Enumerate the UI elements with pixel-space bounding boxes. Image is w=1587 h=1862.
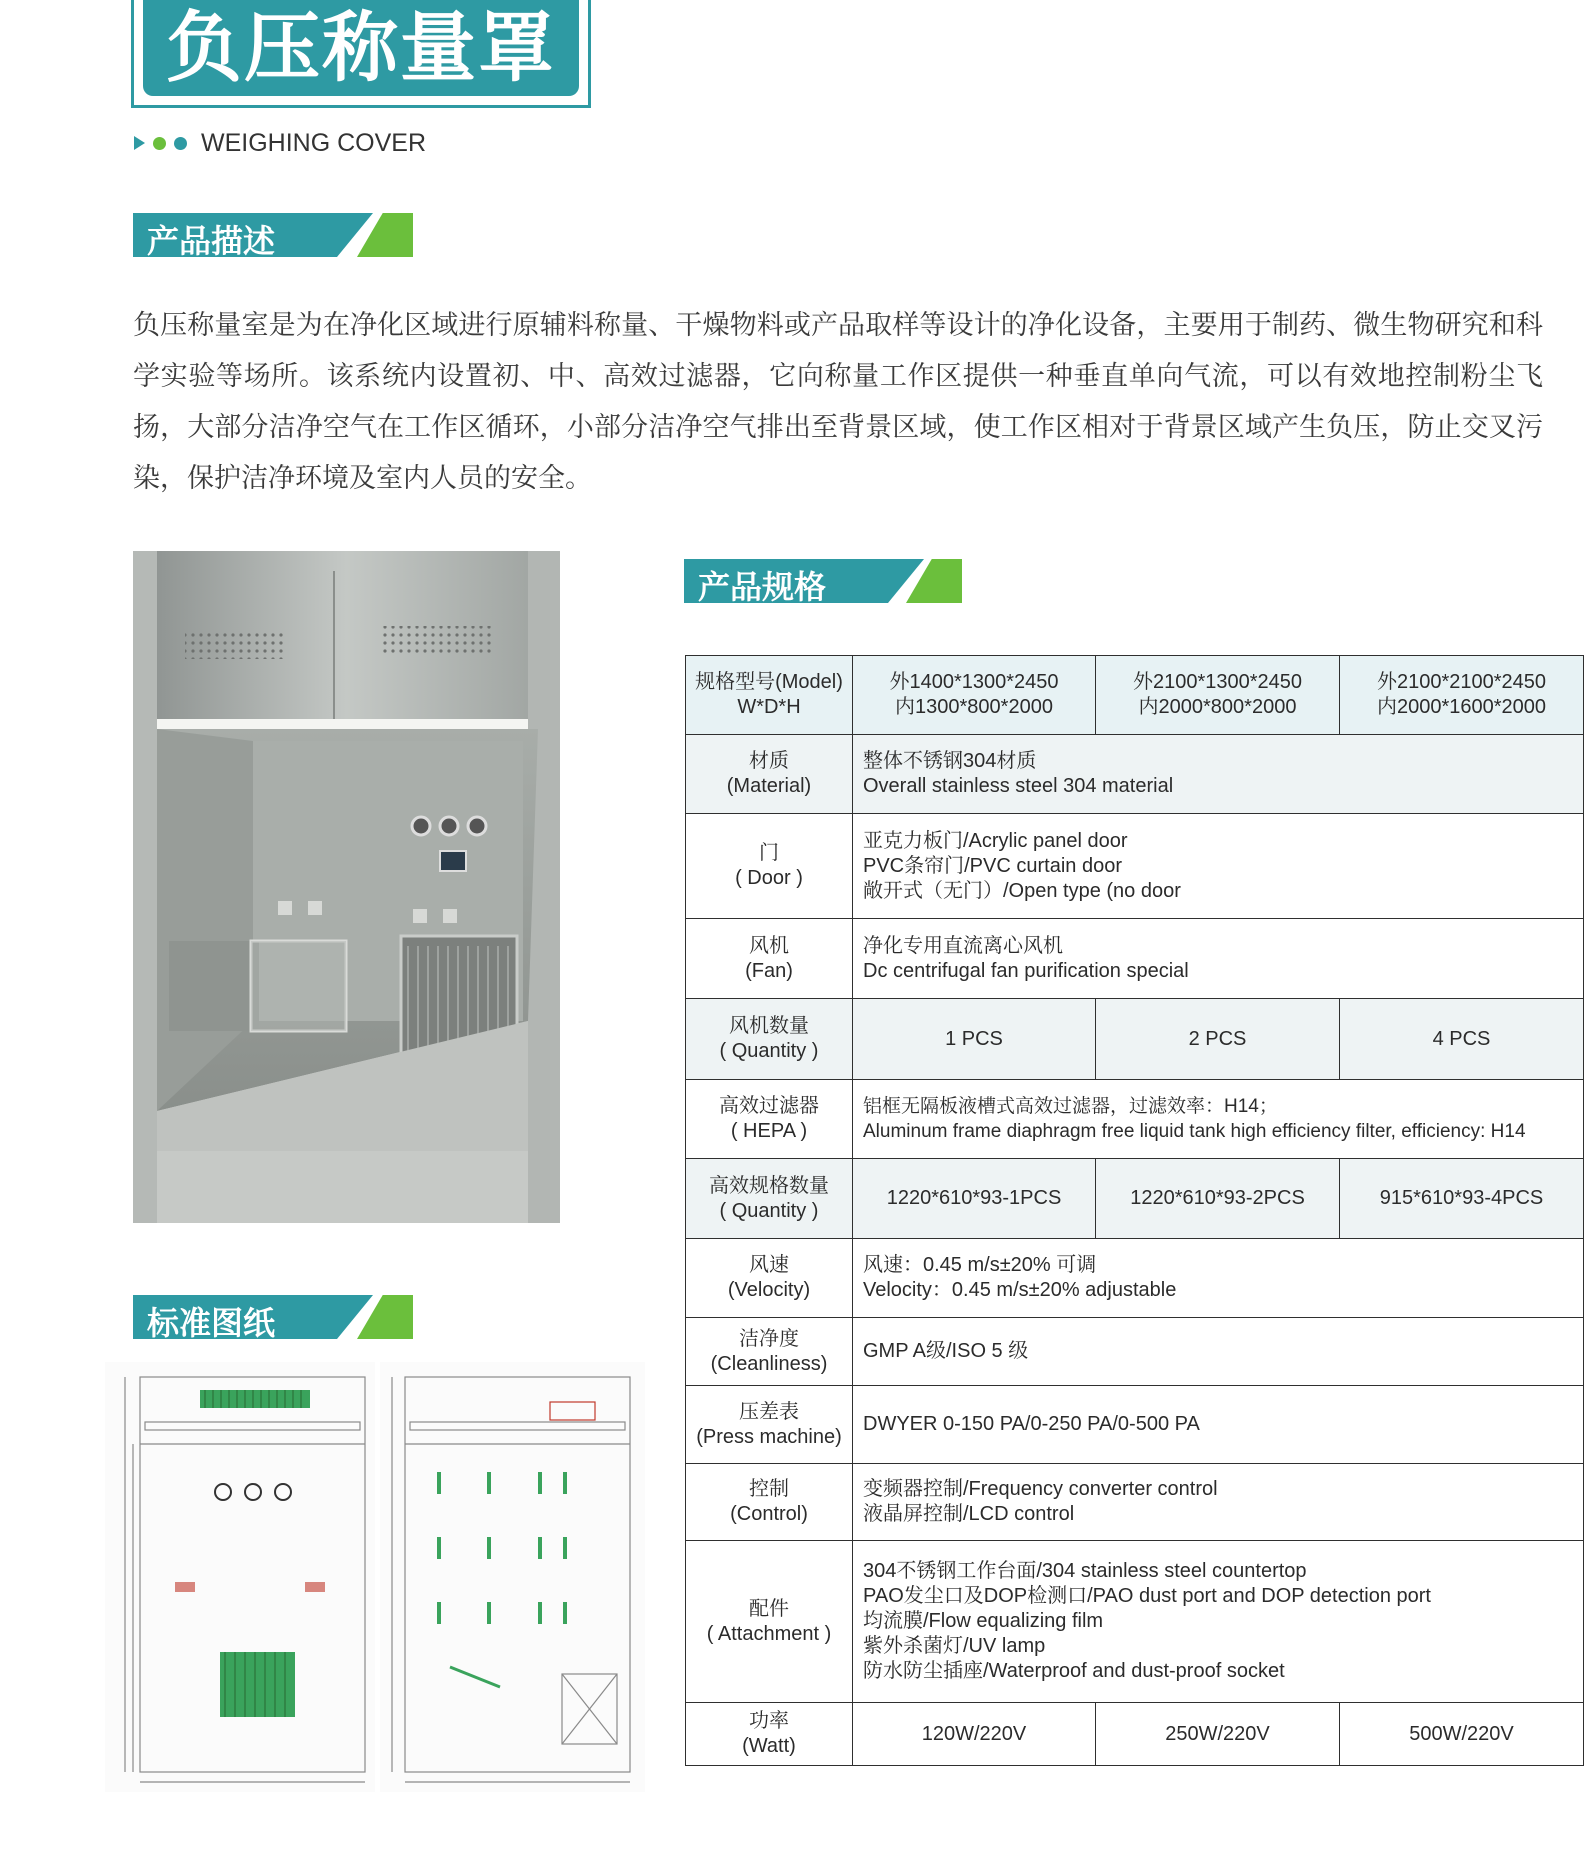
row-label-en: ( HEPA ) <box>730 1120 808 1142</box>
row-label <box>686 735 853 814</box>
row-label <box>686 1386 853 1464</box>
section-title-specs: 产品规格 <box>698 568 827 606</box>
row-label-en: (Velocity) <box>727 1279 811 1301</box>
model-cell-2 <box>1096 656 1340 735</box>
table-row-power <box>686 1703 1584 1766</box>
triangle-bullet-icon <box>134 136 145 150</box>
row-value <box>853 1464 1584 1541</box>
outer-size: 外2100*1300*2450 <box>1132 671 1303 693</box>
row-label-cn: 功率 <box>749 1710 789 1732</box>
row-label-en: ( Door ) <box>735 867 803 889</box>
hepa-qty-cell: 1220*610*93-2PCS <box>1096 1159 1340 1239</box>
row-label-en: ( Quantity ) <box>719 1199 819 1222</box>
teal-dot-icon <box>174 137 187 150</box>
title-banner-fill <box>143 0 579 96</box>
drawing-front-view <box>105 1362 375 1792</box>
outer-size: 外2100*2100*2450 <box>1376 671 1547 693</box>
row-label-en: (Material) <box>726 775 812 797</box>
row-label-en: W*D*H <box>737 696 801 718</box>
row-label-en: (Watt) <box>742 1735 796 1757</box>
row-label-en: (Fan) <box>745 959 793 982</box>
row-label-cn: 门 <box>759 842 779 864</box>
table-row-hepa-quantity <box>686 1159 1584 1239</box>
drawing-side-view <box>380 1362 645 1792</box>
fan-qty-cell: 2 PCS <box>1096 999 1340 1080</box>
section-title-drawings: 标准图纸 <box>147 1304 276 1342</box>
page-title: 负压称量罩 <box>166 3 556 92</box>
power-cell: 120W/220V <box>853 1703 1096 1766</box>
row-label-en: ( Quantity ) <box>719 1040 819 1062</box>
value-line: PAO发尘口及DOP检测口/PAO dust port and DOP detection port <box>863 1585 1431 1607</box>
table-row-gauge <box>686 1386 1584 1464</box>
value-line: 液晶屏控制/LCD control <box>863 1503 1075 1525</box>
row-label-en: (Press machine) <box>696 1425 842 1448</box>
model-cell-1 <box>853 656 1096 735</box>
row-label-en: (Control) <box>730 1503 808 1525</box>
row-value <box>853 919 1584 999</box>
inner-size: 内1300*800*2000 <box>895 696 1053 718</box>
row-label-en: (Cleanliness) <box>710 1352 828 1375</box>
row-value <box>853 1541 1584 1703</box>
value-line: 铝框无隔板液槽式高效过滤器，过滤效率：H14； <box>863 1096 1278 1117</box>
product-photo <box>133 551 560 1223</box>
row-label <box>686 1541 853 1703</box>
power-cell: 500W/220V <box>1340 1703 1584 1766</box>
hepa-qty-cell: 915*610*93-4PCS <box>1340 1159 1584 1239</box>
row-value <box>853 735 1584 814</box>
value-line: 亚克力板门/Acrylic panel door <box>863 829 1128 852</box>
row-label-cn: 控制 <box>749 1478 789 1500</box>
value-line: 整体不锈钢304材质 <box>863 750 1037 772</box>
table-row-cleanliness <box>686 1318 1584 1386</box>
table-row-material <box>686 735 1584 814</box>
row-label-cn: 风速 <box>749 1254 789 1276</box>
table-row-hepa <box>686 1080 1584 1159</box>
row-label <box>686 999 853 1080</box>
row-label <box>686 1159 853 1239</box>
row-value: DWYER 0-150 PA/0-250 PA/0-500 PA <box>853 1386 1584 1464</box>
model-cell-3 <box>1340 656 1584 735</box>
inner-size: 内2000*1600*2000 <box>1376 696 1547 718</box>
row-value <box>853 1239 1584 1318</box>
page-subtitle: WEIGHING COVER <box>201 128 427 157</box>
description-text: 负压称量室是为在净化区域进行原辅料称量、干燥物料或产品取样等设计的净化设备，主要用于制药、微生物研究和科学实验等场所。该系统内设置初、中、高效过滤器，它向称量工作区提供一种垂直单向气流，可以有效地控制粉尘飞扬，大部分洁净空气在工作区循环，小部分洁净空气排出至背景区域，使工作区相对于背景区域产生负压，防止交叉污染，保护洁净环境及室内人员的安全。 <box>133 310 1543 494</box>
value-line: 风速：0.45 m/s±20% 可调 <box>863 1254 1097 1276</box>
row-label-cn: 材质 <box>749 750 789 772</box>
weighing-booth-illustration <box>133 551 560 1223</box>
value-line: Dc centrifugal fan purification special <box>863 959 1189 982</box>
value-line: 防水防尘插座/Waterproof and dust-proof socket <box>863 1660 1285 1682</box>
row-label-cn: 高效规格数量 <box>709 1174 829 1197</box>
fan-qty-cell: 1 PCS <box>853 999 1096 1080</box>
value-line: Aluminum frame diaphragm free liquid tank high efficiency filter, efficiency: H14 <box>863 1121 1526 1142</box>
spec-table <box>685 655 1584 1766</box>
front-view-drawing <box>105 1362 375 1792</box>
row-label <box>686 1464 853 1541</box>
section-header-description <box>133 213 413 260</box>
green-dot-icon <box>153 137 166 150</box>
hepa-qty-cell: 1220*610*93-1PCS <box>853 1159 1096 1239</box>
title-banner <box>131 0 591 108</box>
row-label <box>686 1080 853 1159</box>
row-label-cn: 压差表 <box>739 1400 799 1423</box>
value-line: 304不锈钢工作台面/304 stainless steel countertop <box>863 1560 1307 1582</box>
value-line: 变频器控制/Frequency converter control <box>863 1478 1218 1500</box>
table-row-door <box>686 814 1584 919</box>
row-label <box>686 656 853 735</box>
table-row-model <box>686 656 1584 735</box>
value-line: PVC条帘门/PVC curtain door <box>863 854 1122 877</box>
row-label <box>686 1703 853 1766</box>
value-line: 敞开式（无门）/Open type (no door <box>863 879 1181 902</box>
row-label-cn: 风机数量 <box>729 1015 809 1037</box>
value-line: Velocity：0.45 m/s±20% adjustable <box>863 1279 1177 1301</box>
value-line: 均流膜/Flow equalizing film <box>863 1610 1104 1632</box>
value-line: 紫外杀菌灯/UV lamp <box>863 1635 1046 1657</box>
row-label-cn: 配件 <box>749 1597 789 1620</box>
row-label-cn: 高效过滤器 <box>719 1095 819 1117</box>
fan-qty-cell: 4 PCS <box>1340 999 1584 1080</box>
table-row-attachment <box>686 1541 1584 1703</box>
value-line: Overall stainless steel 304 material <box>863 775 1174 797</box>
power-cell: 250W/220V <box>1096 1703 1340 1766</box>
value-line: 净化专用直流离心风机 <box>863 934 1063 957</box>
section-header-drawings <box>133 1295 413 1342</box>
row-value <box>853 814 1584 919</box>
row-label-cn: 规格型号(Model) <box>695 671 843 693</box>
side-view-drawing <box>380 1362 645 1792</box>
table-row-fan-quantity <box>686 999 1584 1080</box>
row-label <box>686 814 853 919</box>
row-value: GMP A级/ISO 5 级 <box>853 1318 1584 1386</box>
row-value <box>853 1080 1584 1159</box>
outer-size: 外1400*1300*2450 <box>889 671 1059 693</box>
row-label-cn: 洁净度 <box>739 1327 799 1350</box>
section-header-specs <box>684 559 962 606</box>
table-row-velocity <box>686 1239 1584 1318</box>
row-label <box>686 1318 853 1386</box>
section-title-description: 产品描述 <box>147 222 276 260</box>
inner-size: 内2000*800*2000 <box>1138 696 1297 718</box>
table-row-control <box>686 1464 1584 1541</box>
row-label-en: ( Attachment ) <box>706 1622 832 1645</box>
row-label <box>686 1239 853 1318</box>
row-label <box>686 919 853 999</box>
table-row-fan <box>686 919 1584 999</box>
subtitle-row <box>134 128 426 158</box>
row-label-cn: 风机 <box>749 934 789 957</box>
